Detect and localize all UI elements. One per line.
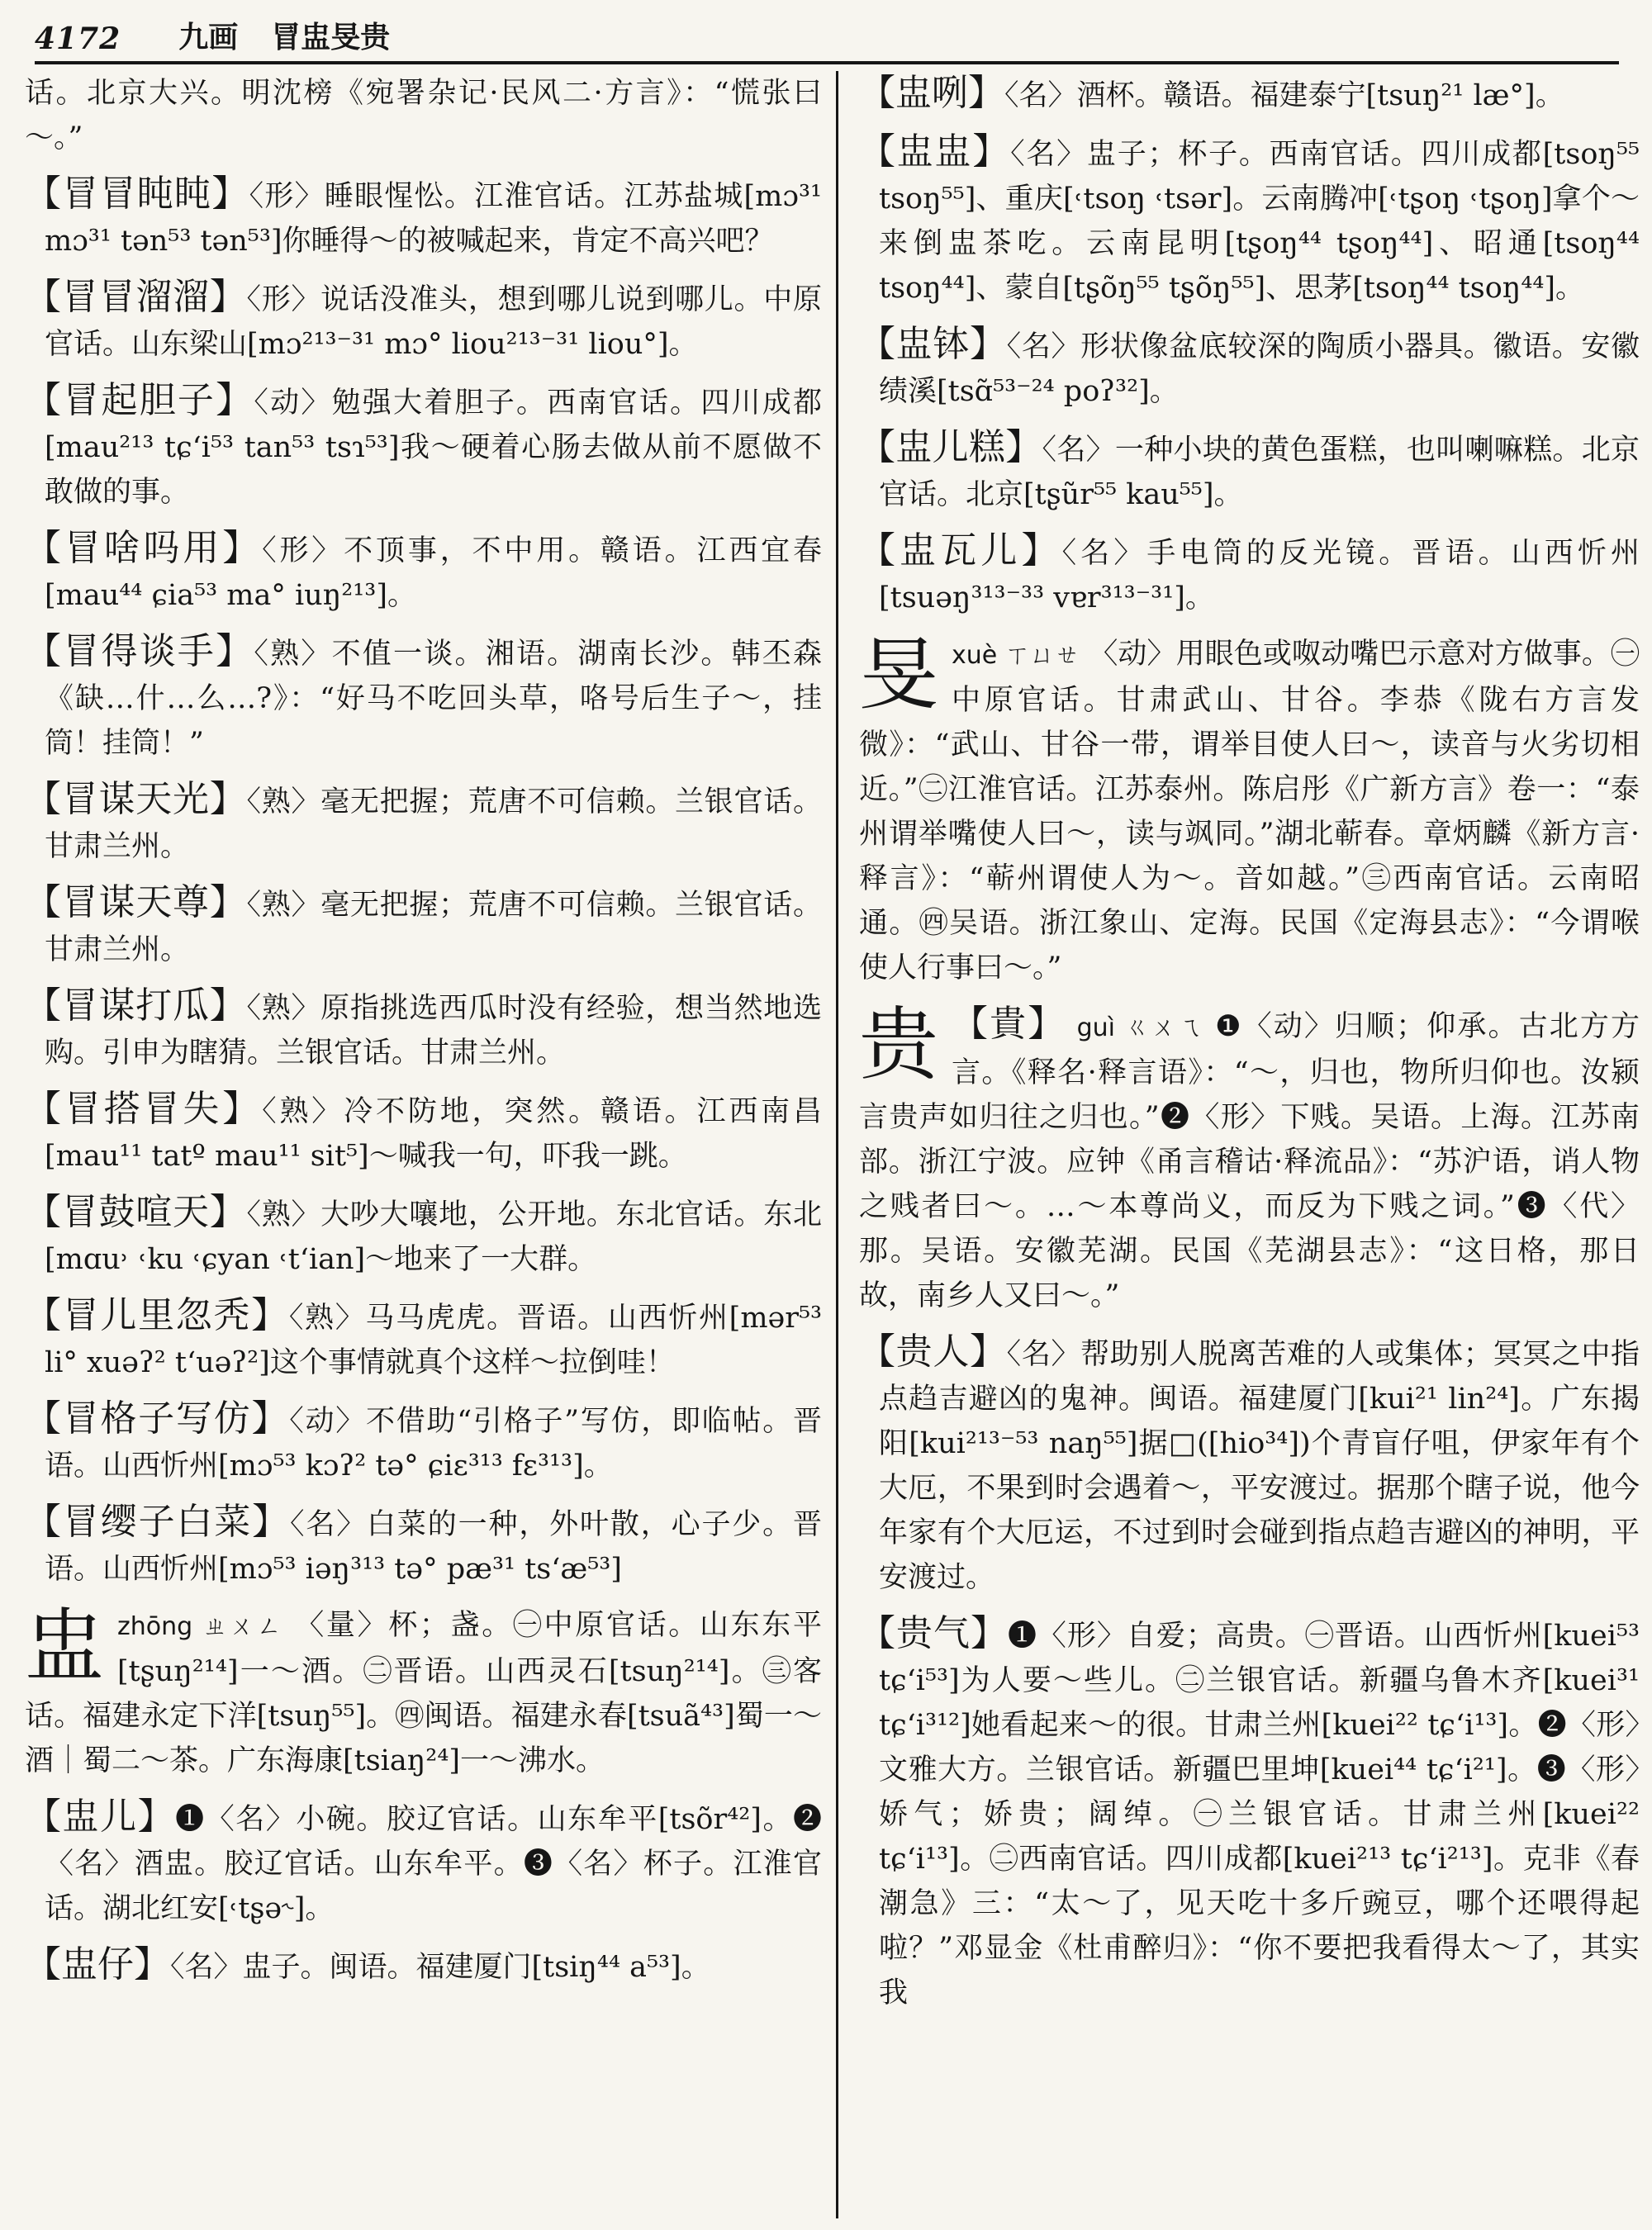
bracket-close: 】 bbox=[216, 379, 254, 421]
entry-definition: 〈熟〉原指挑选西瓜时没有经验，想当然地选购。引申为瞎猜。兰银官话。甘肃兰州。 bbox=[45, 992, 822, 1070]
entry-definition: ❶〈名〉小碗。胶辽官话。山东牟平[tsõr⁴²]。❷〈名〉酒盅。胶辽官话。山东牟平。❸〈名〉杯子。江淮官话。湖北红安[˓tʂə˞]。 bbox=[45, 1803, 822, 1925]
dictionary-entry bbox=[25, 1190, 822, 1282]
char-definition: 〈量〉杯；盏。㊀中原官话。山东东平[tʂuŋ²¹⁴]一～酒。㊁晋语。山西灵石[tsuŋ²¹⁴]。㊂客话。福建永定下洋[tsuŋ⁵⁵]。㊃闽语。福建永春[tsuã⁴³]蜀一～酒｜蜀二～茶。广东海康[tsiaŋ²⁴]一～沸水。 bbox=[25, 1609, 822, 1777]
dictionary-entry bbox=[25, 629, 822, 766]
bracket-open: 【 bbox=[859, 72, 895, 114]
pinyin: zhōng ㄓㄨㄥ bbox=[117, 1612, 284, 1641]
bracket-open: 【 bbox=[25, 379, 64, 421]
entry-headword: 冒谋天尊 bbox=[61, 881, 210, 923]
entry-headword: 冒啥吗用 bbox=[64, 527, 223, 569]
entry-definition: 〈熟〉马马虎虎。晋语。山西忻州[mər⁵³ li° xuəʔ² tʻuəʔ²]这个事情就真个这样～拉倒哇！ bbox=[45, 1302, 822, 1379]
dictionary-entry bbox=[25, 880, 822, 972]
entry-headword: 盅钵 bbox=[895, 323, 970, 365]
entry-headword: 冒鼓喧天 bbox=[61, 1191, 210, 1233]
entry-definition: 〈形〉不顶事，不中用。赣语。江西宜春[mau⁴⁴ ɕia⁵³ ma° iuŋ²¹³]。 bbox=[45, 534, 822, 612]
char-definition: ❶〈动〉归顺；仰承。古北方方言。《释名·释言语》：“～，归也，物所归仰也。汝颍言贵声如归往之归也。”❷〈形〉下贱。吴语。上海。江苏南部。浙江宁波。应钟《甬言稽诂·释流品》：“苏沪语，诮人物之贱者曰～。…～本尊尚义，而反为下贱之词。”❸〈代〉那。吴语。安徽芜湖。民国《芜湖县志》：“这日格，那日故，南乡人又曰～。” bbox=[859, 1010, 1640, 1312]
bracket-open: 【 bbox=[25, 778, 62, 820]
entry-definition: 〈熟〉大吵大嚷地，公开地。东北官话。东北[mɑu˒ ˓ku ˓ɕyan ˓tʻian]～地来了一大群。 bbox=[45, 1198, 822, 1276]
dictionary-entry bbox=[25, 275, 822, 367]
bracket-close: 】 bbox=[209, 778, 247, 820]
bracket-open: 【 bbox=[25, 985, 62, 1027]
entry-headword: 冒谋天光 bbox=[61, 778, 210, 820]
entry-definition: 〈名〉一种小块的黄色蛋糕，也叫喇嘛糕。北京官话。北京[tʂũr⁵⁵ kau⁵⁵]。 bbox=[879, 434, 1640, 511]
dictionary-entry bbox=[25, 1795, 822, 1931]
dictionary-entry bbox=[25, 777, 822, 869]
column-divider bbox=[836, 71, 838, 2218]
entry-definition: 〈熟〉不值一谈。湘语。湖南长沙。韩丕森《缺…什…么…?》：“好马不吃回头草，咯号后生子～，挂筒！挂筒！” bbox=[45, 638, 822, 760]
entry-definition: 〈名〉手电筒的反光镜。晋语。山西忻州[tsuəŋ³¹³⁻³³ vɐr³¹³⁻³¹]。 bbox=[879, 537, 1640, 614]
bracket-close: 】 bbox=[216, 630, 254, 672]
dictionary-entry bbox=[859, 529, 1640, 620]
entry-definition: 〈动〉不借助“引格子”写仿，即临帖。晋语。山西忻州[mɔ⁵³ kɔʔ² tə° ɕiɛ³¹³ fɛ³¹³]。 bbox=[45, 1405, 822, 1483]
dictionary-entry bbox=[25, 1943, 822, 1990]
bracket-close: 】 bbox=[970, 323, 1007, 365]
pinyin: guì ㄍㄨㄟ bbox=[1076, 1013, 1204, 1042]
entry-headword: 冒得谈手 bbox=[63, 630, 216, 672]
dictionary-entry bbox=[25, 378, 822, 515]
header-headwords: 冒盅旻贵 bbox=[271, 20, 391, 55]
entry-headword: 冒格子写仿 bbox=[62, 1397, 252, 1440]
bracket-close: 】 bbox=[222, 527, 263, 569]
dictionary-entry bbox=[25, 526, 822, 618]
entry-definition: 〈形〉说话没准头，想到哪儿说到哪儿。中原官话。山东梁山[mɔ²¹³⁻³¹ mɔ° liou²¹³⁻³¹ liou°]。 bbox=[45, 283, 822, 361]
char-entry-zhong bbox=[25, 1600, 822, 1783]
entry-definition: 〈形〉睡眼惺忪。江淮官话。江苏盐城[mɔ³¹ mɔ³¹ tən⁵³ tən⁵³]你睡得～的被喊起来，肯定不高兴吧？ bbox=[45, 180, 822, 258]
entry-headword: 盅儿糕 bbox=[895, 426, 1006, 468]
entry-headword: 冒儿里忽秃 bbox=[62, 1294, 252, 1336]
entry-definition: 〈名〉白菜的一种，外叶散，心子少。晋语。山西忻州[mɔ⁵³ iəŋ³¹³ tə° pæ³¹ tsʻæ⁵³] bbox=[45, 1508, 822, 1586]
dictionary-entry bbox=[859, 425, 1640, 517]
entry-definition: ❶〈形〉自爱；高贵。㊀晋语。山西忻州[kuei⁵³ tɕʻi⁵³]为人要～些儿。㊁兰银官话。新疆乌鲁木齐[kuei³¹ tɕʻi³¹²]她看起来～的很。甘肃兰州[kuei²² tɕʻi¹³]。❷〈形〉文雅大方。兰银官话。新疆巴里坤[kuei⁴⁴ tɕʻi²¹]。❸〈形〉娇气；娇贵；阔绰。㊀兰银官话。甘肃兰州[kuei²² tɕʻi¹³]。㊁西南官话。四川成都[kuei²¹³ tɕʻi²¹³]。克非《春潮急》三：“太～了，见天吃十多斤豌豆，哪个还喂得起啦？”邓显金《杜甫醉归》：“你不要把我看得太～了，其实我 bbox=[879, 1620, 1640, 2009]
entry-headword: 贵气 bbox=[895, 1612, 971, 1654]
pinyin: xuè ㄒㄩㄝ bbox=[952, 641, 1080, 670]
bracket-close: 】 bbox=[970, 1612, 1008, 1654]
bracket-open: 【 bbox=[859, 1331, 896, 1373]
bracket-open: 【 bbox=[25, 630, 64, 672]
bracket-open: 【 bbox=[859, 529, 900, 572]
entry-definition: 〈熟〉毫无把握；荒唐不可信赖。兰银官话。甘肃兰州。 bbox=[45, 889, 822, 966]
bracket-close: 】 bbox=[970, 1331, 1007, 1373]
bracket-open: 【 bbox=[25, 1501, 63, 1543]
bracket-close: 】 bbox=[1005, 426, 1042, 468]
dictionary-entry bbox=[25, 984, 822, 1075]
head-character: 旻 bbox=[859, 629, 938, 721]
entry-definition: 〈名〉形状像盆底较深的陶质小器具。徽语。安徽绩溪[tsɑ̃⁵³⁻²⁴ poʔ³²]。 bbox=[879, 330, 1640, 408]
bracket-open: 【 bbox=[25, 276, 62, 318]
entry-headword: 盅仔 bbox=[61, 1943, 134, 1986]
bracket-close: 】 bbox=[251, 1294, 289, 1336]
bracket-open: 【 bbox=[25, 1294, 63, 1336]
entry-headword: 盅瓦儿 bbox=[900, 529, 1022, 572]
bracket-open: 【 bbox=[859, 1612, 896, 1654]
dictionary-entry bbox=[25, 172, 822, 263]
page-number: 4172 bbox=[35, 21, 121, 56]
bracket-open: 【 bbox=[25, 1088, 64, 1130]
page-header bbox=[35, 12, 1619, 64]
dictionary-entry bbox=[25, 1397, 822, 1488]
head-character: 盅 bbox=[25, 1600, 104, 1692]
section-label: 九画 bbox=[178, 20, 239, 55]
dictionary-entry bbox=[25, 1500, 822, 1592]
char-entry-gui bbox=[859, 999, 1640, 1318]
bracket-open: 【 bbox=[25, 527, 64, 569]
entry-headword: 冒谋打瓜 bbox=[61, 985, 210, 1027]
bracket-close: 】 bbox=[134, 1943, 170, 1986]
dictionary-entry bbox=[859, 1611, 1640, 2015]
bracket-close: 】 bbox=[968, 72, 1004, 114]
bracket-close: 】 bbox=[222, 1088, 263, 1130]
entry-headword: 盅盅 bbox=[896, 130, 973, 173]
dictionary-entry bbox=[859, 322, 1640, 414]
dictionary-entry bbox=[25, 1087, 822, 1179]
entry-definition: 〈名〉盅子；杯子。西南官话。四川成都[tsoŋ⁵⁵ tsoŋ⁵⁵]、重庆[˓tsoŋ ˓tsər]。云南腾冲[˓tʂoŋ ˓tʂoŋ]拿个～来倒盅茶吃。云南昆明[tʂoŋ⁴⁴ tʂoŋ⁴⁴]、昭通[tsoŋ⁴⁴ tsoŋ⁴⁴]、蒙自[tʂõŋ⁵⁵ tʂõŋ⁵⁵]、思茅[tsoŋ⁴⁴ tsoŋ⁴⁴]。 bbox=[879, 138, 1640, 305]
right-column bbox=[859, 71, 1640, 2225]
bracket-close: 】 bbox=[251, 1397, 290, 1440]
bracket-open: 【 bbox=[25, 881, 62, 923]
bracket-close: 】 bbox=[209, 881, 247, 923]
entry-headword: 冒冒盹盹 bbox=[62, 173, 212, 215]
left-column bbox=[25, 71, 822, 2225]
dictionary-entry bbox=[859, 1330, 1640, 1600]
bracket-close: 】 bbox=[137, 1796, 176, 1838]
bracket-open: 【 bbox=[859, 426, 896, 468]
entry-headword: 贵人 bbox=[895, 1331, 970, 1373]
bracket-open: 【 bbox=[25, 1397, 63, 1440]
bracket-open: 【 bbox=[25, 173, 63, 215]
continuation-text: 话。北京大兴。明沈榜《宛署杂记·民风二·方言》：“慌张曰～。” bbox=[25, 77, 822, 154]
entry-headword: 冒缨子白菜 bbox=[62, 1501, 253, 1543]
entry-headword: 盅咧 bbox=[895, 72, 968, 114]
bracket-open: 【 bbox=[25, 1796, 63, 1838]
bracket-close: 】 bbox=[972, 130, 1011, 173]
bracket-close: 】 bbox=[1021, 529, 1062, 572]
bracket-open: 【 bbox=[25, 1943, 61, 1986]
entry-definition: 〈名〉酒杯。赣语。福建泰宁[tsuŋ²¹ læ°]。 bbox=[1004, 79, 1564, 112]
bracket-open: 【 bbox=[859, 130, 897, 173]
bracket-close: 】 bbox=[209, 276, 247, 318]
entry-headword: 冒搭冒失 bbox=[64, 1088, 223, 1130]
dictionary-entry bbox=[859, 130, 1640, 311]
entry-definition: 〈熟〉冷不防地，突然。赣语。江西南昌[mau¹¹ tatº mau¹¹ sit⁵]～喊我一句，吓我一跳。 bbox=[45, 1095, 822, 1173]
bracket-open: 【 bbox=[859, 323, 896, 365]
entry-definition: 〈动〉勉强大着胆子。西南官话。四川成都[mau²¹³ tɕʻi⁵³ tan⁵³ tsɿ⁵³]我～硬着心肠去做从前不愿做不敢做的事。 bbox=[45, 387, 822, 509]
entry-definition: 〈熟〉毫无把握；荒唐不可信赖。兰银官话。甘肃兰州。 bbox=[45, 785, 822, 863]
char-entry-xue bbox=[859, 629, 1640, 990]
entry-headword: 盅儿 bbox=[62, 1796, 138, 1838]
traditional-form: 【貴】 bbox=[952, 1003, 1066, 1045]
bracket-close: 】 bbox=[252, 1501, 290, 1543]
entry-definition: 〈名〉帮助别人脱离苦难的人或集体；冥冥之中指点趋吉避凶的鬼神。闽语。福建厦门[kui²¹ lin²⁴]。广东揭阳[kui²¹³⁻⁵³ naŋ⁵⁵]据□([hio³⁴])个青盲仔咀，伊家年有个大厄，不果到时会遇着～，平安渡过。据那个瞎子说，他今年家有个大厄运，不过到时会碰到指点趋吉避凶的神明，平安渡过。 bbox=[879, 1338, 1640, 1594]
bracket-open: 【 bbox=[25, 1191, 62, 1233]
char-definition: 〈动〉用眼色或呶动嘴巴示意对方做事。㊀中原官话。甘肃武山、甘谷。李恭《陇右方言发微》：“武山、甘谷一带，谓举目使人曰～，读音与火劣切相近。”㊁江淮官话。江苏泰州。陈启彤《广新方言》卷一：“泰州谓举嘴使人曰～，读与飒同。”湖北蕲春。章炳麟《新方言·释言》：“蕲州谓使人为～。音如越。”㊂西南官话。云南昭通。㊃吴语。浙江象山、定海。民国《定海县志》：“今谓喉使人行事曰～。” bbox=[859, 638, 1640, 985]
bracket-close: 】 bbox=[209, 985, 247, 1027]
head-character: 贵 bbox=[859, 999, 938, 1091]
bracket-close: 】 bbox=[211, 173, 249, 215]
entry-definition: 〈名〉盅子。闽语。福建厦门[tsiŋ⁴⁴ a⁵³]。 bbox=[170, 1951, 710, 1984]
bracket-close: 】 bbox=[209, 1191, 247, 1233]
dictionary-entry bbox=[859, 71, 1640, 118]
entry-headword: 冒起胆子 bbox=[63, 379, 216, 421]
entry-headword: 冒冒溜溜 bbox=[61, 276, 210, 318]
dictionary-entry bbox=[25, 1293, 822, 1385]
